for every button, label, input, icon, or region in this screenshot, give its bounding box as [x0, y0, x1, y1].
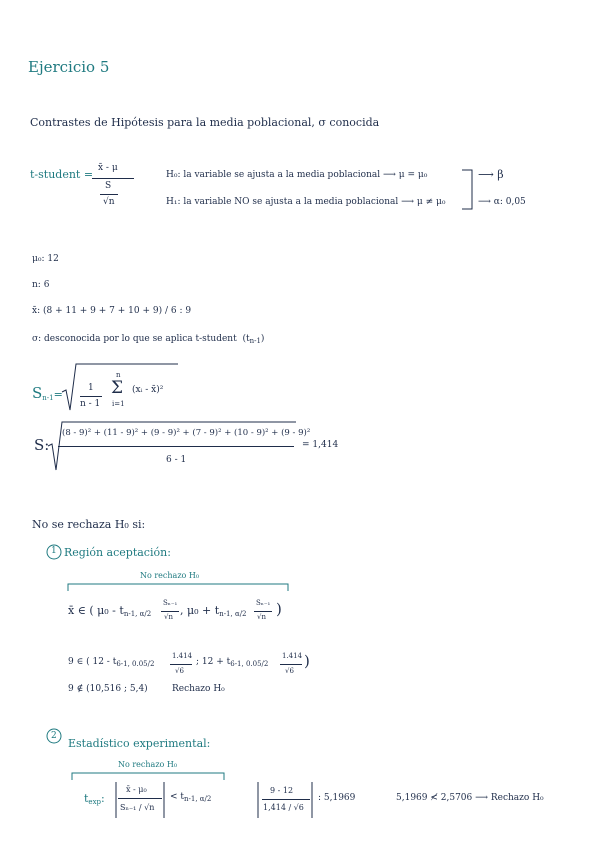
scalc-numerator: (8 - 9)² + (11 - 9)² + (9 - 9)² + (7 - 9)² + (10 - 9)² + (9 - 9)² — [62, 428, 311, 438]
stat-number: 2 — [51, 731, 57, 741]
final-conclusion: 5,1969 ≮ 2,5706 ⟶ Rechazo H₀ — [396, 793, 544, 803]
region-formula: x̄ ∈ ( $\mu_0 - t_{n-1, \alpha/2}$ — [68, 604, 152, 618]
tstudent-label: t-student = — [30, 168, 94, 181]
exercise-title: Ejercicio 5 — [28, 58, 110, 76]
region-title: Región aceptación: — [64, 546, 171, 559]
scalc-result: = 1,414 — [302, 440, 339, 450]
region-number: 1 — [51, 546, 57, 556]
sformula-lhs: $S_{n-1}=$ — [32, 384, 63, 402]
region-formula-b: , $\mu_0 + t_{n-1, \alpha/2}$ — [180, 604, 247, 618]
interval-frac2-bottom: √6 — [285, 667, 294, 675]
given-n: n: 6 — [32, 280, 50, 290]
stat-value-top: 9 - 12 — [270, 786, 294, 795]
tstudent-numerator: x̄ - μ — [98, 163, 118, 173]
interval-frac2-top: 1.414 — [282, 652, 303, 660]
section-heading: No se rechaza H₀ si: — [32, 518, 146, 531]
interval-close: ) — [304, 652, 310, 670]
beta-label: ⟶ β — [478, 168, 504, 181]
sformula-sum-top: n — [116, 371, 121, 379]
sformula-sum-sign: Σ — [111, 378, 124, 398]
interval-frac1-top: 1.414 — [172, 652, 193, 660]
stat-title: Estadístico experimental: — [68, 737, 211, 750]
interval-formula-b: ; $12 + t_{6-1, 0.05/2}$ — [196, 657, 269, 668]
stat-frac-bottom: Sₙ₋₁ / √n — [120, 803, 155, 812]
stat-lhs: $t_{exp}$: — [84, 792, 105, 806]
stat-ineq: < $t_{n-1, \alpha/2}$ — [170, 792, 212, 803]
stat-value-result: : 5,1969 — [318, 793, 356, 803]
interval-result: 9 ∉ (10,516 ; 5,4) — [68, 684, 148, 694]
alpha-label: ⟶ α: 0,05 — [478, 197, 526, 207]
region-frac1-bottom: √n — [164, 613, 173, 621]
scalc-lhs: S: — [34, 436, 50, 454]
interval-frac1-bottom: √6 — [175, 667, 184, 675]
hypothesis-h1: H₁: la variable NO se ajusta a la media poblacional ⟶ μ ≠ μ₀ — [166, 197, 446, 207]
sformula-sum-bottom: i=1 — [112, 400, 125, 408]
sformula-term: (xᵢ - x̄)² — [132, 385, 164, 395]
given-sigma: σ: desconocida por lo que se aplica t-student $(t_{n-1})$ — [32, 334, 265, 345]
stat-frac-top: x̄ - μ₀ — [126, 785, 147, 794]
interval-formula: 9 ∈ ( $12 - t_{6-1, 0.05/2}$ — [68, 657, 155, 668]
region-frac1-top: Sₙ₋₁ — [163, 599, 178, 607]
tstudent-den-bottom: √n — [103, 197, 115, 207]
hypothesis-h0: H₀: la variable se ajusta a la media poblacional ⟶ μ = μ₀ — [166, 170, 428, 180]
stat-brace-label: No rechazo H₀ — [118, 760, 178, 769]
given-xbar: x̄: (8 + 11 + 9 + 7 + 10 + 9) / 6 : 9 — [32, 306, 192, 316]
region-frac2-bottom: √n — [257, 613, 266, 621]
region-formula-close: ) — [276, 600, 282, 618]
region-brace-label: No rechazo H₀ — [140, 571, 200, 580]
interval-reject: Rechazo H₀ — [172, 684, 225, 694]
sformula-frac-bottom: n - 1 — [80, 399, 101, 409]
region-frac2-top: Sₙ₋₁ — [256, 599, 271, 607]
given-mu0: μ₀: 12 — [32, 254, 59, 264]
tstudent-den-top: S — [105, 181, 112, 191]
scalc-denominator: 6 - 1 — [166, 455, 187, 465]
stat-value-bottom: 1,414 / √6 — [263, 803, 304, 812]
exercise-subtitle: Contrastes de Hipótesis para la media poblacional, σ conocida — [30, 116, 380, 129]
sformula-frac-top: 1 — [88, 383, 94, 393]
